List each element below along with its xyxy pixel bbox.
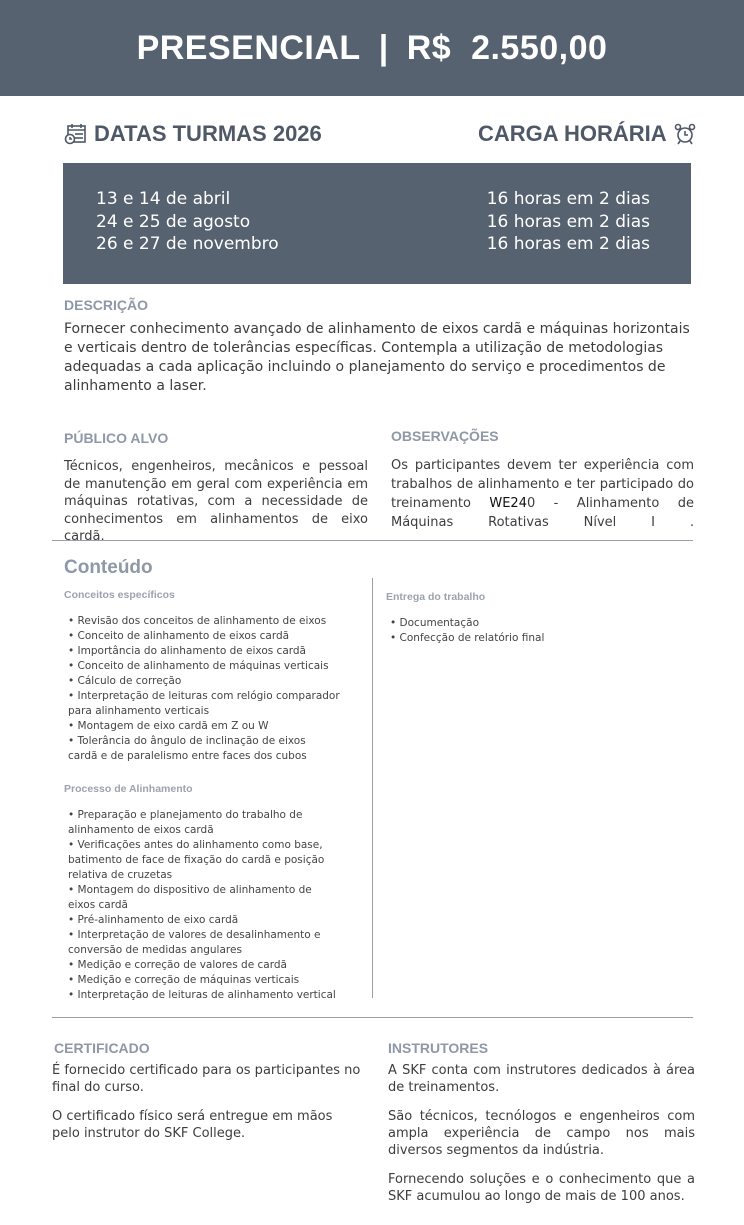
content-title: Conteúdo [64, 557, 153, 578]
content-list-item: • Medição e correção de valores de cardã [68, 959, 287, 971]
content-list-item: • Interpretação de valores de desalinhamento e conversão de medidas angulares [68, 929, 321, 956]
content-list-item: • Importância do alinhamento de eixos cardã [68, 645, 306, 657]
paragraph: É fornecido certificado para os participantes no final do curso. [52, 1063, 361, 1095]
audience-text: Técnicos, engenheiros, mecânicos e pessoal de manutenção em geral com experiência em máquinas rotativas, com a necessidade de conhecimentos em alinhamentos de eixo cardã. [64, 459, 368, 544]
group-alignment-process [64, 783, 336, 1003]
content-list-item: • Conceito de alinhamento de máquinas verticais [68, 660, 329, 672]
content-list-item: • Preparação e planejamento do trabalho de alinhamento de eixos cardã [68, 809, 303, 836]
date-item: 13 e 14 de abril [96, 189, 231, 209]
content-list-item: • Medição e correção de máquinas verticais [68, 974, 300, 986]
content-list-item: • Verificações antes do alinhamento como base, batimento de face de fixação do cardã e posição relativa de cruzetas [68, 839, 325, 881]
dates-title: DATAS TURMAS 2026 [94, 121, 322, 146]
calendar-clock-icon [64, 122, 88, 146]
content-list-item: • Interpretação de leituras com relógio comparador para alinhamento verticais [68, 690, 340, 717]
notes-part: 0 - Alinhamento de Máquinas Rotativas Nível I . [391, 496, 694, 530]
modality: PRESENCIAL [136, 28, 361, 67]
workload-title: CARGA HORÁRIA [478, 121, 667, 146]
divider [52, 540, 693, 541]
divider [52, 1017, 693, 1018]
content-list-item: • Cálculo de correção [68, 675, 182, 687]
content-list-item: • Documentação [390, 617, 479, 629]
certificate-label: CERTIFICADO [54, 1040, 150, 1056]
price-banner [0, 0, 744, 96]
paragraph: Fornecendo soluções e o conhecimento que a SKF acumulou ao longo de mais de 100 anos. [388, 1172, 695, 1204]
content-list-item: • Pré-alinhamento de eixo cardã [68, 914, 239, 926]
paragraph: São técnicos, tecnólogos e engenheiros com ampla experiência de campo nos mais diversos segmentos da indústria. [388, 1109, 695, 1158]
schedule-box [63, 163, 691, 284]
separator: | [378, 28, 389, 67]
content-list-item: • Montagem do dispositivo de alinhamento de eixos cardã [68, 884, 312, 911]
workload-item: 16 horas em 2 dias [486, 234, 650, 254]
certificate-text [52, 1062, 362, 1142]
paragraph: O certificado físico será entregue em mãos pelo instrutor do SKF College. [52, 1109, 333, 1141]
content-list-item: • Tolerância do ângulo de inclinação de eixos cardã e de paralelismo entre faces dos cubos [68, 735, 307, 762]
content-list-item: • Montagem de eixo cardã em Z ou W [68, 720, 269, 732]
course-code: WE24 [489, 496, 527, 511]
notes-part: Os participantes devem ter experiência com trabalhos de alinhamento e ter participado do treinamento [391, 458, 694, 511]
paragraph: A SKF conta com instrutores dedicados à área de treinamentos. [388, 1063, 695, 1095]
instructors-label: INSTRUTORES [388, 1040, 489, 1056]
workload-item: 16 horas em 2 dias [486, 189, 650, 209]
notes-text [391, 456, 694, 532]
content-list-item: • Conceito de alinhamento de eixos cardã [68, 630, 290, 642]
description-label: DESCRIÇÃO [64, 297, 149, 313]
workload-list [487, 188, 650, 259]
audience-label: PÚBLICO ALVO [64, 430, 169, 446]
content-list-item: • Confecção de relatório final [390, 632, 545, 644]
notes-label: OBSERVAÇÕES [391, 428, 499, 444]
instructors-text [388, 1062, 695, 1205]
description-text: Fornecer conhecimento avançado de alinhamento de eixos cardã e máquinas horizontais e verticais dentro de tolerâncias específicas. Contempla a utilização de metodologias adequadas a cada aplicação incluindo o planejamento do serviço e procedimentos de alinhamento a laser. [64, 321, 690, 394]
date-item: 24 e 25 de agosto [96, 211, 251, 232]
group-title: Entrega do trabalho [386, 591, 486, 603]
group-title: Conceitos específicos [64, 589, 175, 601]
group-title: Processo de Alinhamento [64, 783, 193, 795]
column-divider [372, 578, 373, 998]
group-specific-concepts [64, 589, 340, 764]
group-deliverables [386, 591, 544, 646]
content-list-item: • Revisão dos conceitos de alinhamento de eixos [68, 615, 327, 627]
dates-heading [64, 121, 322, 147]
price: R$ 2.550,00 [406, 28, 608, 67]
dates-list [96, 188, 279, 259]
workload-item: 16 horas em 2 dias [486, 211, 650, 232]
alarm-clock-icon [673, 122, 697, 146]
workload-heading [478, 121, 697, 147]
date-item: 26 e 27 de novembro [96, 234, 279, 254]
content-list-item: • Interpretação de leituras de alinhamento vertical [68, 989, 336, 1001]
